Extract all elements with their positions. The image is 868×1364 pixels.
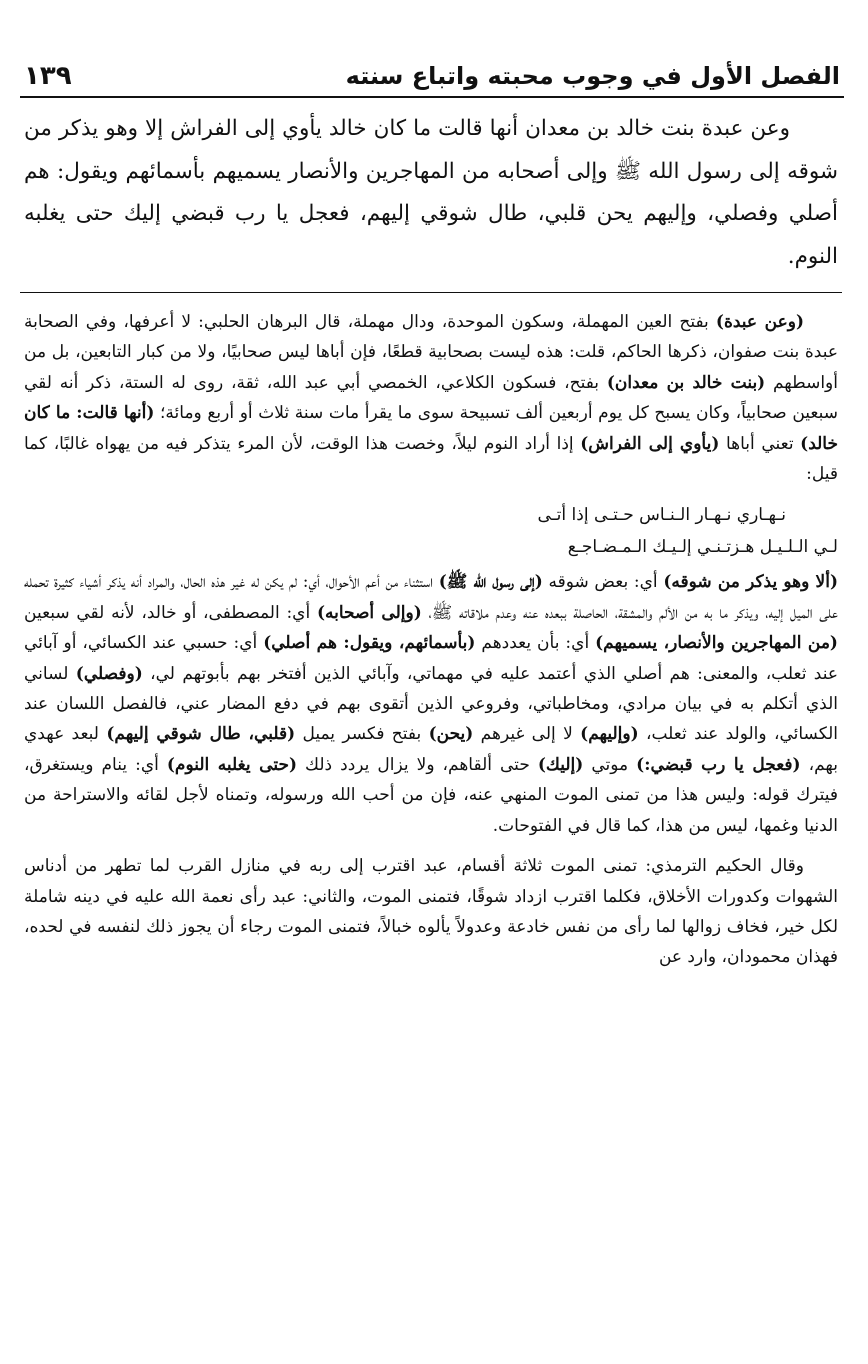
quoted-phrase: (يحن)	[428, 724, 474, 745]
commentary-text: أي: حسبي عند الكسائي، أو آبائي عند ثعلب، والمعنى: هم أصلي الذي أعتمد عليه في مهماتي، وآبائي الذين أفتخر بهم بأبوتهم لي،	[24, 633, 838, 684]
commentary-text: أي: ينام ويستغرق، فيترك قوله: وليس هذا من تمنى الموت المنهي عنه، فإن من أحب الله ورسوله، وتمناه لأجل لقائه والاستراحة من الدنيا وغمها، ليس من هذا، كما قال في الفتوحات.	[24, 754, 838, 836]
commentary-text: لبعد عهدي بهم،	[24, 724, 838, 775]
quoted-phrase: (أنها قالت: ما كان خالد)	[24, 403, 838, 454]
poem-second-hemistich: لـي الـلـيـل هـزتـنـي إلـيـك الـمـضـاجـع	[567, 537, 838, 558]
quoted-phrase: (بأسمائهم، ويقول: هم أصلي)	[263, 633, 476, 654]
page-number: ١٣٩	[24, 61, 72, 91]
quoted-phrase: (من المهاجرين والأنصار، يسميهم)	[595, 633, 838, 654]
quoted-phrase: (إليك)	[537, 754, 584, 775]
hadith-paragraph: وعن عبدة بنت خالد بن معدان أنها قالت ما كان خالد يأوي إلى الفراش إلا وهو يذكر من شوقه إلى رسول الله ﷺ وإلى أصحابه من المهاجرين والأنصار يسميهم بأسمائهم ويقول: هم أصلي وفصلي، وإليهم يحن قلبي، طال شوقي إليهم، فعجل يا رب قبضي إليك حتى يغلبه النوم.	[24, 116, 838, 269]
commentary	[20, 307, 844, 973]
footnote-divider	[20, 292, 842, 293]
commentary-text: أي: المصطفى، أو خالد، لأنه لقي سبعين	[24, 602, 317, 623]
commentary-text: إذا أراد النوم ليلاً، وخصت هذا الوقت، لأن المرء يتذكر فيه من يهواه غالبًا، كما قيل:	[24, 433, 838, 485]
page-header	[20, 52, 844, 98]
commentary-text: أي: بأن يعددهم	[475, 633, 596, 654]
quoted-phrase: (وعن عبدة)	[715, 312, 805, 332]
quoted-phrase: (وإلى أصحابه)	[316, 602, 422, 623]
commentary-paragraph-2	[24, 567, 838, 841]
commentary-paragraph-1	[24, 307, 838, 489]
quoted-phrase: (ألا وهو يذكر من شوقه)	[663, 572, 839, 593]
commentary-text: بفتح فكسر يميل	[295, 724, 429, 745]
quoted-phrase: (وإليهم)	[580, 724, 639, 745]
commentary-text: لا إلى غيرهم	[473, 724, 581, 745]
commentary-text: حتى ألقاهم، ولا يزال يردد ذلك	[297, 754, 538, 775]
commentary-text: أي: بعض شوقه	[542, 572, 664, 593]
quoted-phrase: (إلى رسول الله ﷺ)	[438, 572, 543, 593]
poem-verse	[24, 499, 838, 563]
quoted-phrase: (قلبي، طال شوقي إليهم)	[106, 724, 296, 745]
commentary-text: استثناء من أعم الأحوال، أي: لم يكن له غير هذه الحال، والمراد أنه يذكر أشياء كثيرة تحمله على الميل إليه، ويذكر ما به من الألم والمشقة، الحاصلة ببعده عنه وعدم ملاقاته ﷺ،	[24, 572, 838, 623]
commentary-text: بفتح، فسكون الكلاعي، الخمصي أبي عبد الله، ثقة، روى له الستة، ذكر أنه لقي سبعين صحابياً، وكان يسبح كل يوم أربعين ألف تسبيحة سوى ما يقرأ مات سنة ثلاث أو أربع ومائة؛	[24, 372, 838, 424]
commentary-text: موتي	[583, 754, 637, 775]
commentary-paragraph-3: وقال الحكيم الترمذي: تمنى الموت ثلاثة أقسام، عبد اقترب إلى ربه في منازل القرب لما تطهر من أدناس الشهوات وكدورات الأخلاق، فكلما اقترب ازداد شوقًا، فتمنى الموت، والثاني: عبد رأى نعمة الله عليه في دينه شاملة لكل خير، فخاف زوالها لما رأى من نفس خادعة وعدولاً يألوه خبالاً، فتمنى الموت رجاء أن يجوز ذلك لنفسه في لحده، فهذان محمودان، وارد عن	[24, 856, 838, 968]
quoted-phrase: (يأوي إلى الفراش)	[580, 433, 720, 454]
quoted-phrase: (بنت خالد بن معدان)	[606, 372, 766, 393]
commentary-text: تعني أباها	[719, 433, 801, 454]
commentary-text: بفتح العين المهملة، وسكون الموحدة، ودال مهملة، قال البرهان الحلبي: لا أعرفها، وفي الصحابة عبدة بنت صفوان، ذكرها الحاكم، قلت: هذه ليست بصحابية قطعًا، فإن أباها ليس صحابيًا، ولا من كبار التابعين، بل من أواسطهم	[24, 312, 838, 393]
poem-first-hemistich: نـهـاري نـهـار الـنـاس حـتـى إذا أتـى	[537, 505, 786, 526]
quoted-phrase: (حتى يغلبه النوم)	[166, 754, 298, 775]
running-title: الفصل الأول في وجوب محبته واتباع سنته	[345, 62, 840, 90]
hadith-text	[20, 108, 844, 278]
commentary-text: لساني الذي أتكلم به في بيان مرادي، ومخاطباتي، وفروعي الذين أتقوى بهم في دفع المضار عني، فالفصل اللسان عند الكسائي، والولد عند ثعلب،	[24, 663, 838, 745]
quoted-phrase: (وفصلي)	[75, 663, 143, 684]
quoted-phrase: (فعجل يا رب قبضي:)	[636, 754, 801, 775]
